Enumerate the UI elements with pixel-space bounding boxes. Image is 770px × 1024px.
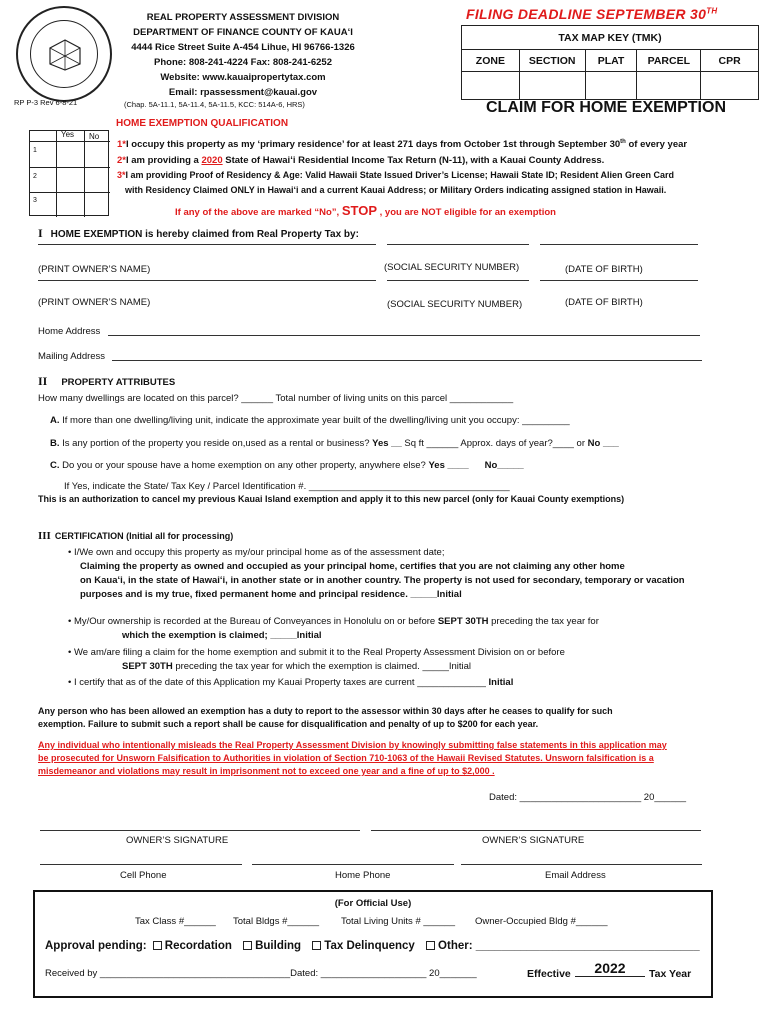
owner1-ssn-field[interactable] (387, 244, 529, 245)
tmk-cpr-input[interactable] (701, 72, 759, 100)
tax-delinquency-checkbox[interactable] (312, 941, 321, 950)
owner2-signature-label: OWNER’S SIGNATURE (482, 835, 585, 846)
tmk-col-cpr: CPR (701, 50, 759, 72)
tax-class-field: Tax Class #______ (135, 916, 216, 927)
dwellings-question: How many dwellings are located on this parcel? ______ Total number of living units on this parcel ____________ (38, 393, 514, 404)
owner-occupied-field: Owner-Occupied Bldg #______ (475, 916, 608, 927)
owner2-dob-label: (DATE OF BIRTH) (565, 297, 643, 308)
certification-bullet-3: • We am/are filing a claim for the home exemption and submit it to the Real Property Assessment Division on or before SEPT 30TH preceding the tax year for which the exemption is claimed. _____Initial (68, 647, 565, 672)
certification-bullet-1: • I/We own and occupy this property as my/our principal home as of the assessment date; Claiming the property as owned and occupied as your principal home, certifies that you are not claiming any other home on Kauaʻi, in the state of Hawaiʻi, in another state or in another country. The property is not used for secondary, temporary or vacation purposes and is my true, fixed permanent home and principal residence. _____Initial (68, 547, 685, 600)
total-living-units-field: Total Living Units # ______ (341, 916, 456, 927)
stop-warning: If any of the above are marked “No”, STOP , you are NOT eligible for an exemption (175, 203, 556, 218)
section-3-header: III CERTIFICATION (Initial all for processing) (38, 530, 234, 542)
mailing-address-field[interactable] (112, 360, 702, 361)
home-phone-label: Home Phone (335, 870, 391, 881)
row-number-2: 2 (33, 173, 37, 180)
effective-label: Effective (527, 968, 571, 980)
owner2-signature-line[interactable] (371, 830, 701, 831)
dated-field[interactable]: Dated: _______________________ 20______ (489, 792, 687, 803)
official-use-box (33, 890, 713, 998)
duty-to-report: Any person who has been allowed an exemption has a duty to report to the assessor within 30 days after he ceases to qualify for such exemption. Failure to submit such a report shall be cause for disqualification and penalty of up to $200 for each year. (38, 706, 613, 729)
section-1-header: I HOME EXEMPTION is hereby claimed from Real Property Tax by: (38, 226, 359, 240)
owner2-ssn-label: (SOCIAL SECURITY NUMBER) (387, 299, 523, 310)
tmk-table (461, 25, 759, 100)
certification-bullet-4: • I certify that as of the date of this Application my Kauai Property taxes are current _____________ Initial (68, 677, 514, 688)
recordation-checkbox[interactable] (153, 941, 162, 950)
owner1-ssn-label: (SOCIAL SECURITY NUMBER) (384, 262, 520, 273)
q1-yes-checkbox[interactable] (57, 142, 84, 167)
website: Website: www.kauaipropertytax.com (160, 72, 326, 83)
mailing-address-label: Mailing Address (38, 351, 106, 362)
cell-phone-field[interactable] (40, 864, 242, 865)
tax-year-label: Tax Year (649, 968, 692, 980)
q3-no-checkbox[interactable] (85, 193, 110, 217)
other-checkbox[interactable] (426, 941, 435, 950)
certification-bullet-2: • My/Our ownership is recorded at the Bureau of Conveyances in Honolulu on or before SEPT 30TH preceding the tax year for which the exemption is claimed; _____Initial (68, 616, 599, 641)
home-phone-field[interactable] (252, 864, 454, 865)
filing-deadline: FILING DEADLINE SEPTEMBER 30TH (466, 6, 718, 22)
falsification-warning: Any individual who intentionally misleads the Real Property Assessment Division by knowingly submitting false statements in this application may be prosecuted for Unsworn Falsification to Authorities in violation of Section 710-1063 of the Hawaii Revised Statutes. Unsworn falsification is a misdemeanor and violations may result in imprisonment not to exceed one year and a fine of up to $2,000 . (38, 740, 667, 776)
header-block (118, 10, 368, 100)
qualification-item-2: 2*I am providing a 2020 State of Hawaiʻi Residential Income Tax Return (N-11), with a Kauai County Address. (117, 155, 605, 166)
owner2-dob-field[interactable] (540, 280, 698, 281)
row-number-1: 1 (33, 147, 37, 154)
received-by-row: Received by ____________________________________Dated: ____________________ 20_______ (45, 968, 477, 979)
tmk-zone-input[interactable] (462, 72, 520, 100)
owner1-name-field[interactable] (38, 244, 376, 245)
tmk-col-section: SECTION (519, 50, 585, 72)
form-title: CLAIM FOR HOME EXEMPTION (486, 99, 726, 116)
owner2-ssn-field[interactable] (387, 280, 529, 281)
tmk-col-zone: ZONE (462, 50, 520, 72)
owner1-signature-line[interactable] (40, 830, 360, 831)
approval-pending-row: Approval pending: Recordation Building Tax Delinquency Other: ___________________________________ (45, 940, 700, 952)
section-2-header: II PROPERTY ATTRIBUTES (38, 374, 176, 388)
email-address-field[interactable] (461, 864, 702, 865)
row-number-3: 3 (33, 197, 37, 204)
effective-year: 2022 (575, 960, 645, 977)
question-c-if-yes: If Yes, indicate the State/ Tax Key / Parcel Identification #. ______________________________________ (64, 481, 510, 492)
authorization-statement: This is an authorization to cancel my previous Kauai Island exemption and apply it to this new parcel (only for Kauai County exemptions) (38, 494, 625, 504)
owner1-signature-label: OWNER’S SIGNATURE (126, 835, 229, 846)
home-address-field[interactable] (108, 335, 700, 336)
q2-yes-checkbox[interactable] (57, 168, 84, 192)
email-address-label: Email Address (545, 870, 606, 881)
no-label: No (89, 132, 100, 141)
owner2-name-field[interactable] (38, 280, 376, 281)
question-a: A. If more than one dwelling/living unit, indicate the approximate year built of the dwelling/living unit you occupy: _________ (50, 415, 570, 426)
office-address: 4444 Rice Street Suite A-454 Lihue, HI 96766-1326 (131, 42, 355, 53)
owner1-dob-field[interactable] (540, 244, 698, 245)
cell-phone-label: Cell Phone (120, 870, 167, 881)
owner1-dob-label: (DATE OF BIRTH) (565, 264, 643, 275)
owner1-name-label: (PRINT OWNER’S NAME) (38, 264, 151, 275)
tmk-section-input[interactable] (519, 72, 585, 100)
tmk-title: TAX MAP KEY (TMK) (462, 26, 759, 50)
form-id: RP P-3 Rev 6-8-21 (14, 98, 78, 107)
building-checkbox[interactable] (243, 941, 252, 950)
qualification-item-1: 1*I occupy this property as my ‘primary residence’ for at least 271 days from October 1st through September 30th of every year (117, 139, 688, 151)
county-seal (16, 6, 112, 102)
phone-fax: Phone: 808-241-4224 Fax: 808-241-6252 (154, 57, 332, 68)
total-bldgs-field: Total Bldgs #______ (233, 916, 320, 927)
qualification-item-3: 3*I am providing Proof of Residency & Age: Valid Hawaii State Issued Driver’s License; Hawaii State ID; Resident Alien Green Card (117, 170, 674, 180)
tmk-col-plat: PLAT (585, 50, 637, 72)
department-name: DEPARTMENT OF FINANCE COUNTY OF KAUAʻI (133, 27, 353, 38)
q2-no-checkbox[interactable] (85, 168, 110, 192)
tmk-plat-input[interactable] (585, 72, 637, 100)
question-b: B. Is any portion of the property you reside on,used as a rental or business? Yes __ Sq ft ______ Approx. days of year?____ or No ___ (50, 438, 619, 449)
email: Email: rpassessment@kauai.gov (168, 87, 318, 98)
q1-no-checkbox[interactable] (85, 142, 110, 167)
tmk-col-parcel: PARCEL (637, 50, 701, 72)
seal-emblem-icon (46, 36, 84, 74)
yes-label: Yes (61, 130, 75, 139)
official-use-title: (For Official Use) (334, 898, 412, 909)
q3-yes-checkbox[interactable] (57, 193, 84, 217)
question-c: C. Do you or your spouse have a home exemption on any other property, anywhere else? Yes ____ No_____ (50, 460, 524, 471)
qualification-heading: HOME EXEMPTION QUALIFICATION (116, 118, 289, 129)
division-name: REAL PROPERTY ASSESSMENT DIVISION (146, 12, 340, 23)
statute-reference: (Chap. 5A-11.1, 5A-11.4, 5A-11.5, KCC: 514A-6, HRS) (124, 100, 305, 109)
home-address-label: Home Address (38, 326, 101, 337)
qualification-item-3-cont: with Residency Claimed ONLY in Hawaiʻi and a current Kauai Address; or Military Orders indicating assigned station in Hawaii. (125, 185, 667, 195)
qualification-checkbox-grid (29, 130, 109, 216)
tmk-parcel-input[interactable] (637, 72, 701, 100)
owner2-name-label: (PRINT OWNER’S NAME) (38, 297, 151, 308)
